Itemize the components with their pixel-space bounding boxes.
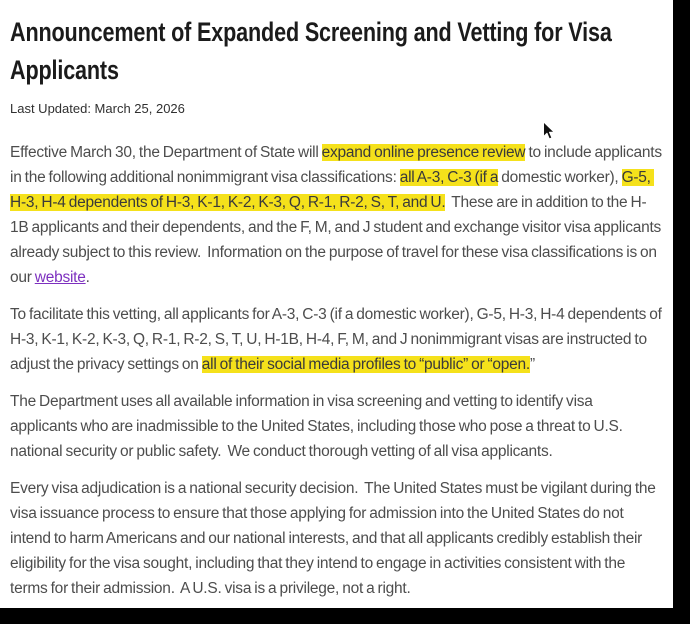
article-body xyxy=(10,140,663,601)
paragraph-effective-date xyxy=(10,140,663,290)
paragraph-text: To facilitate this vetting, all applicants for A-3, C-3 (if a domestic worker), G-5, H-3, H-4 dependents of H-3, K-1, K-2, K-3, Q, R-1, R-2, S, T, U, H-1B, H-4, F, M, and J nonimmigrant visas are instructed to adjust the privacy settings on xyxy=(10,306,665,373)
paragraph-text: ” xyxy=(529,356,535,373)
highlight-visa-classes-part2: G-5, H-3, H-4 dependents of H-3, K-1, K-2, K-3, Q, R-1, R-2, S, T, and U. xyxy=(10,169,654,211)
paragraph-text: These are in addition to the H-1B applicants and their dependents, and the F, M, and J student and exchange visitor visa applicants already subject to this review. Information on the purpose of travel for these visa classifications is on our xyxy=(10,194,665,286)
paragraph-text: Every visa adjudication is a national security decision. The United States must be vigilant during the visa issuance process to ensure that those applying for admission into the United States do not intend to harm Americans and our national interests, and that all applicants credibly establish their eligibility for the visa sought, including that they intend to engage in activities consistent with the terms for their admission. A U.S. visa is a privilege, not a right. xyxy=(10,480,659,597)
website-link[interactable]: website xyxy=(34,269,86,286)
paragraph-text: domestic worker), xyxy=(498,169,622,186)
highlight-social-media-public: all of their social media profiles to “public” or “open. xyxy=(201,356,530,373)
paragraph-text: The Department uses all available information in visa screening and vetting to identify visa applicants who are inadmissible to the United States, including those who pose a threat to U.S. national security or public safety. We conduct thorough vetting of all visa applicants. xyxy=(10,393,626,460)
page-title xyxy=(10,13,663,89)
paragraph-text: . xyxy=(85,269,90,286)
paragraph-national-security xyxy=(10,476,663,601)
highlight-visa-classes-part1: all A-3, C-3 (if a xyxy=(399,169,499,186)
highlight-expand-online-presence: expand online presence review xyxy=(321,144,526,161)
page-title-line-2: Applicants xyxy=(10,55,119,85)
page-title-line-1: Announcement of Expanded Screening and Vetting for Visa xyxy=(10,17,612,47)
paragraph-text: to include applicants in the following additional nonimmigrant visa classifications: xyxy=(10,144,665,186)
paragraph-privacy-settings xyxy=(10,302,663,377)
paragraph-screening-vetting xyxy=(10,389,663,464)
paragraph-text: Effective March 30, the Department of State will xyxy=(10,144,322,161)
last-updated-text: Last Updated: March 25, 2026 xyxy=(10,101,185,116)
